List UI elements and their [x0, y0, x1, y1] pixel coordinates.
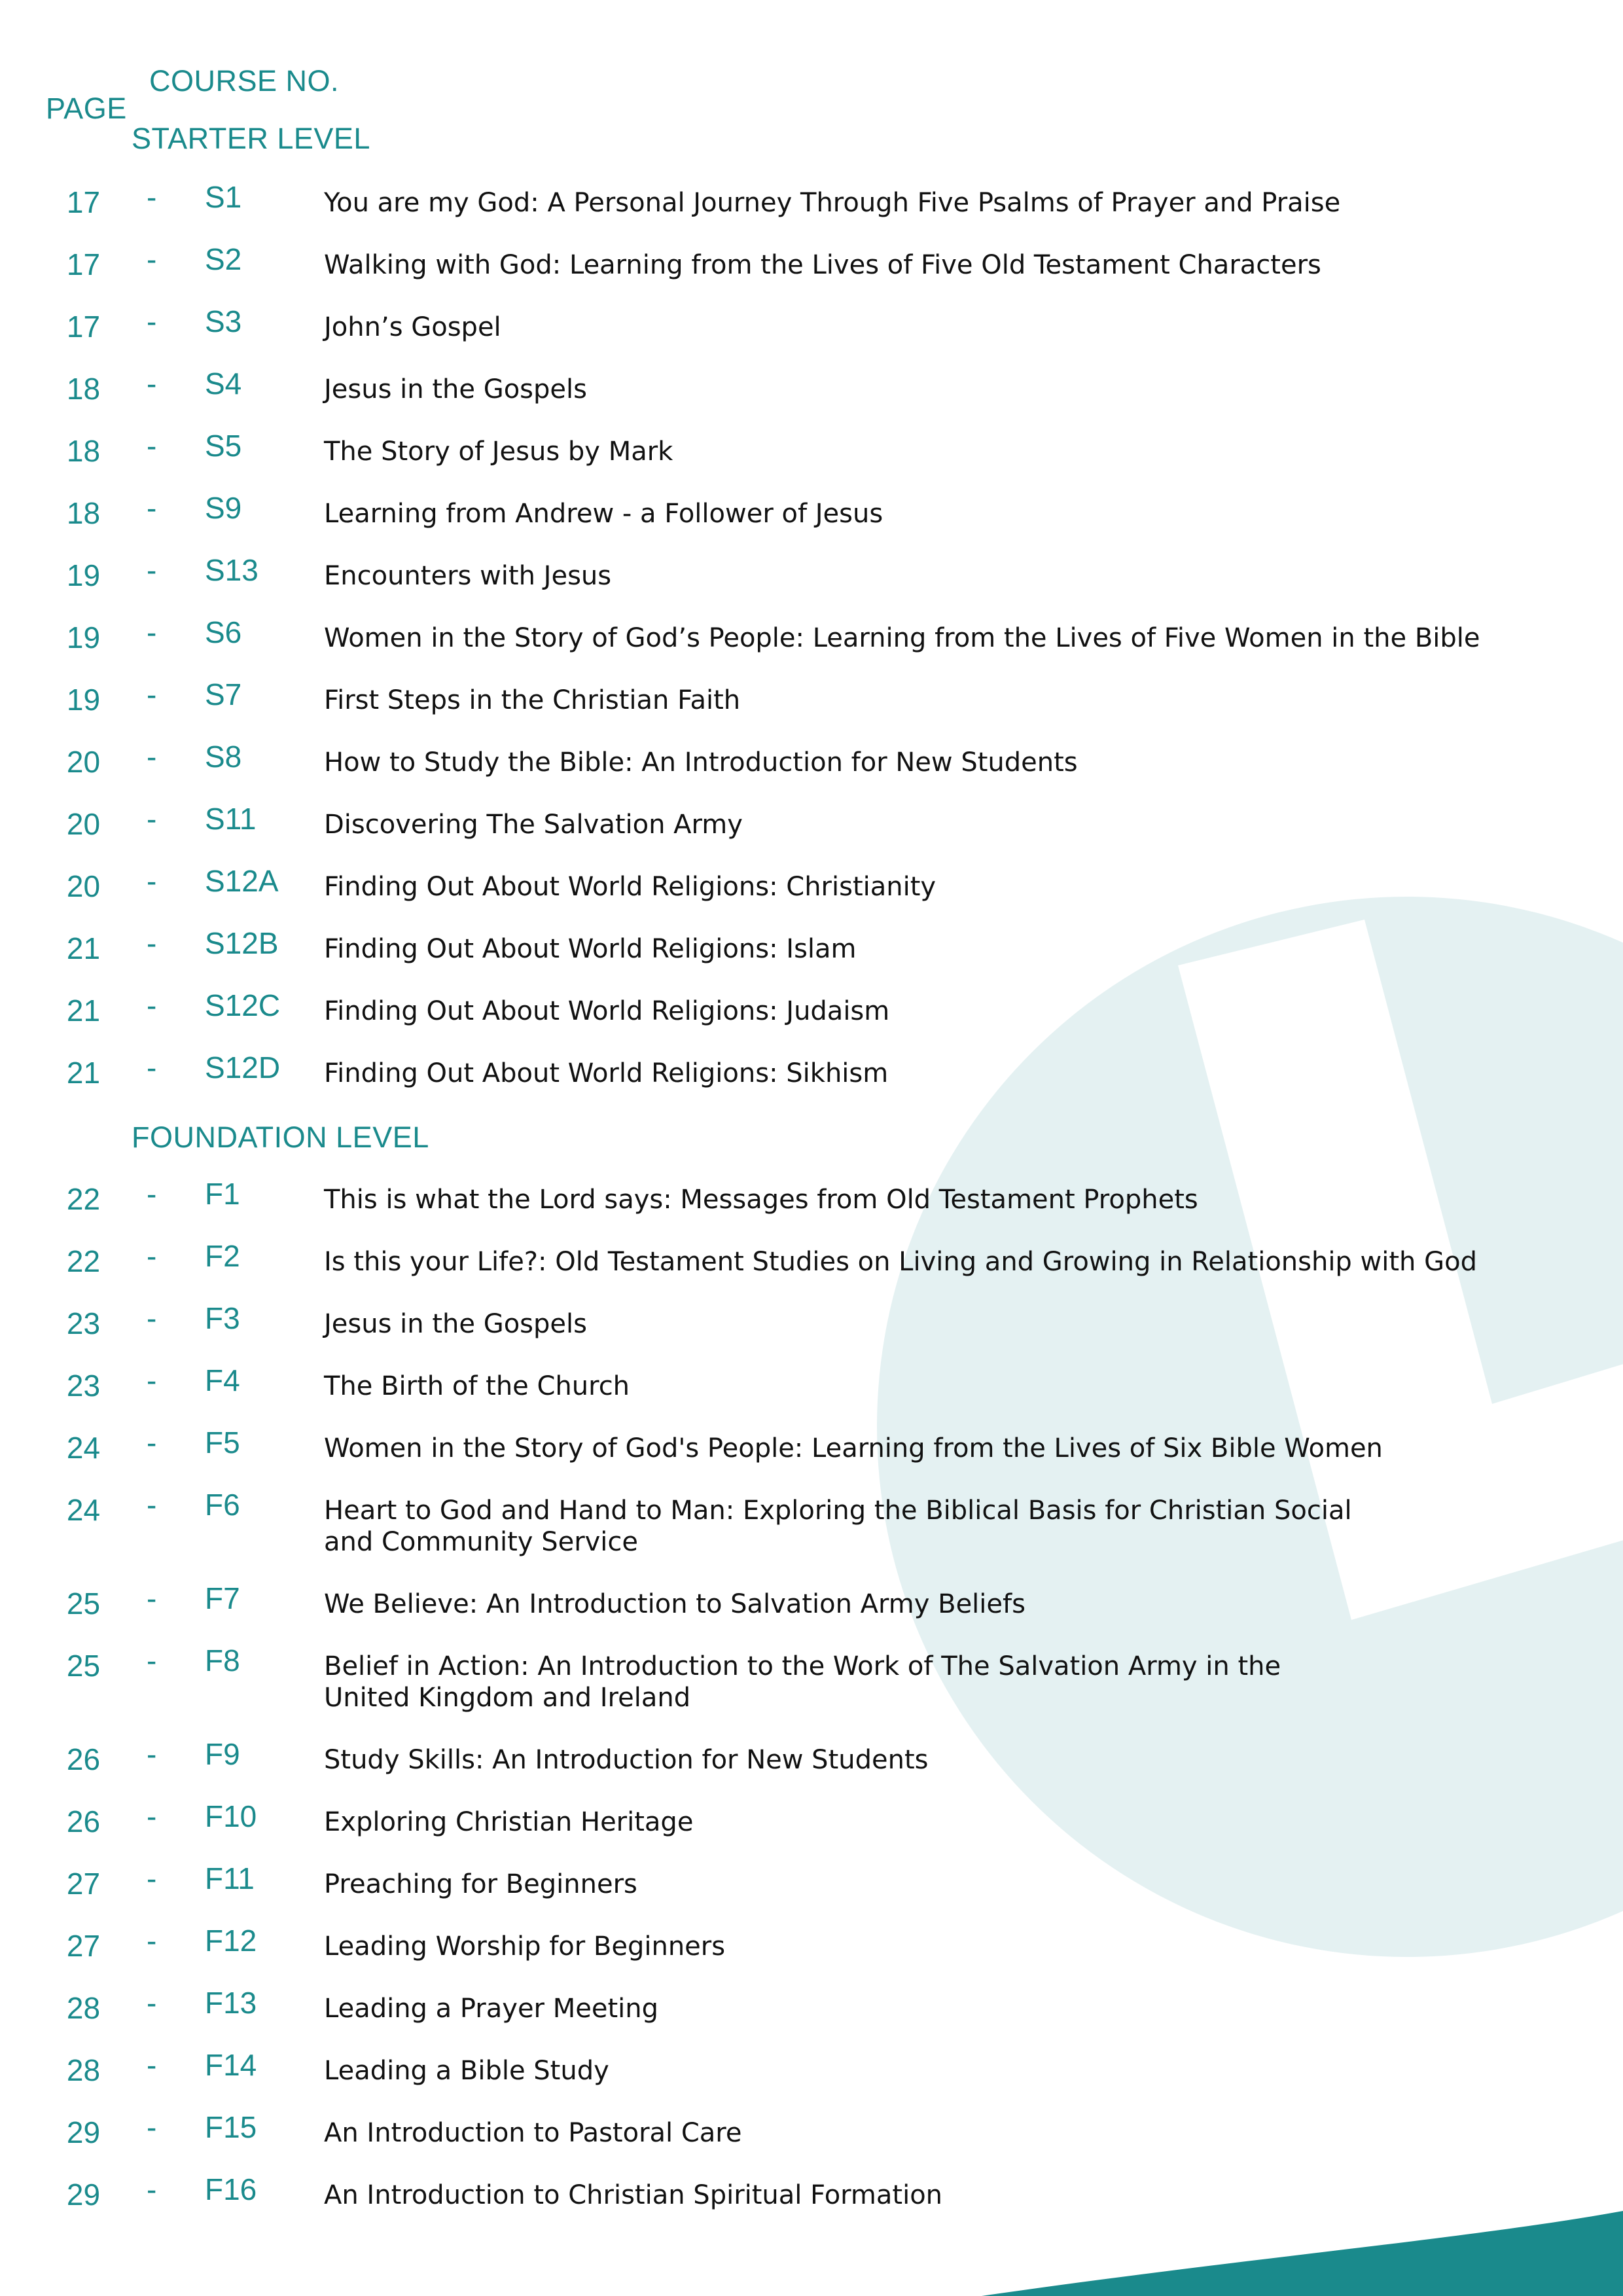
course-page-number: 18 — [66, 434, 101, 468]
course-page-number: 17 — [66, 247, 101, 281]
course-title-line: We Believe: An Introduction to Salvation Army Beliefs — [324, 1589, 1026, 1619]
course-title-line: Jesus in the Gospels — [324, 1309, 587, 1339]
course-title-line: First Steps in the Christian Faith — [324, 685, 741, 715]
course-title-line: Jesus in the Gospels — [324, 374, 587, 404]
course-row — [0, 1298, 1623, 1360]
course-title-line: Heart to God and Hand to Man: Exploring the Biblical Basis for Christian Social — [324, 1496, 1352, 1526]
course-separator-dash: - — [147, 1581, 157, 1615]
course-row — [0, 923, 1623, 985]
course-row — [0, 1982, 1623, 2045]
course-title — [324, 436, 1607, 467]
course-page-number: 23 — [66, 1369, 101, 1403]
course-separator-dash: - — [147, 1986, 157, 2020]
course-title-line: Is this your Life?: Old Testament Studies on Living and Growing in Relationship with God — [324, 1247, 1477, 1277]
course-title — [324, 249, 1607, 281]
page-header: PAGE — [46, 92, 127, 125]
course-separator-dash: - — [147, 2048, 157, 2082]
course-title-line: An Introduction to Pastoral Care — [324, 2118, 742, 2148]
course-page-number: 19 — [66, 683, 101, 717]
course-separator-dash: - — [147, 2110, 157, 2144]
course-page-number: 18 — [66, 372, 101, 406]
course-title — [324, 560, 1607, 592]
course-title-line: Study Skills: An Introduction for New Students — [324, 1745, 929, 1775]
course-title-line: You are my God: A Personal Journey Through Five Psalms of Prayer and Praise — [324, 188, 1341, 218]
course-title-line: Discovering The Salvation Army — [324, 810, 743, 840]
course-page-number: 25 — [66, 1587, 101, 1621]
course-separator-dash: - — [147, 491, 157, 525]
course-title-line: Finding Out About World Religions: Sikhism — [324, 1058, 889, 1088]
course-title — [324, 1806, 1607, 1838]
course-row — [0, 612, 1623, 674]
course-code: F2 — [205, 1239, 240, 1273]
course-page-number: 29 — [66, 2115, 101, 2149]
course-page-number: 26 — [66, 1804, 101, 1839]
foundation-level-heading: FOUNDATION LEVEL — [132, 1121, 429, 1154]
course-title — [324, 933, 1607, 965]
course-row — [0, 2107, 1623, 2169]
course-page-number: 24 — [66, 1493, 101, 1527]
course-page-number: 21 — [66, 1056, 101, 1090]
course-title — [324, 312, 1607, 343]
course-separator-dash: - — [147, 553, 157, 587]
course-code: F16 — [205, 2172, 257, 2206]
course-title — [324, 1246, 1607, 1278]
course-separator-dash: - — [147, 2172, 157, 2206]
course-page-number: 27 — [66, 1867, 101, 1901]
course-row — [0, 488, 1623, 550]
course-code: F10 — [205, 1799, 257, 1833]
course-page-number: 23 — [66, 1306, 101, 1340]
course-title — [324, 1184, 1607, 1215]
course-separator-dash: - — [147, 1239, 157, 1273]
course-code: S3 — [205, 304, 242, 338]
course-page-number: 21 — [66, 931, 101, 965]
course-row — [0, 425, 1623, 488]
course-row — [0, 1236, 1623, 1298]
foundation-course-list — [0, 1174, 1623, 2231]
course-separator-dash: - — [147, 1050, 157, 1085]
course-code: S12D — [205, 1050, 281, 1085]
course-page-number: 20 — [66, 869, 101, 903]
course-row — [0, 177, 1623, 239]
course-separator-dash: - — [147, 242, 157, 276]
course-code: S12C — [205, 988, 281, 1022]
course-row — [0, 301, 1623, 363]
course-title-line: United Kingdom and Ireland — [324, 1683, 691, 1713]
starter-level-heading: STARTER LEVEL — [132, 122, 370, 155]
course-row — [0, 1640, 1623, 1734]
course-code: S9 — [205, 491, 242, 525]
course-code: S7 — [205, 677, 242, 711]
course-code: F12 — [205, 1924, 257, 1958]
course-code: S13 — [205, 553, 259, 587]
course-title — [324, 187, 1607, 219]
course-title-line: Finding Out About World Religions: Christianity — [324, 872, 936, 902]
course-title-line: How to Study the Bible: An Introduction for New Students — [324, 747, 1078, 778]
course-code: S11 — [205, 802, 257, 836]
course-title-line: Finding Out About World Religions: Judaism — [324, 996, 890, 1026]
course-page-number: 22 — [66, 1244, 101, 1278]
course-page-number: 18 — [66, 496, 101, 530]
course-title — [324, 1371, 1607, 1402]
course-code: S6 — [205, 615, 242, 649]
course-title — [324, 747, 1607, 778]
course-title-line: John’s Gospel — [324, 312, 501, 342]
course-separator-dash: - — [147, 740, 157, 774]
course-separator-dash: - — [147, 802, 157, 836]
course-row — [0, 363, 1623, 425]
course-row — [0, 1360, 1623, 1422]
course-row — [0, 1578, 1623, 1640]
course-page-number: 17 — [66, 310, 101, 344]
course-separator-dash: - — [147, 1301, 157, 1335]
course-title — [324, 1495, 1607, 1558]
course-page-number: 25 — [66, 1649, 101, 1683]
course-separator-dash: - — [147, 1924, 157, 1958]
course-title — [324, 2117, 1607, 2149]
course-separator-dash: - — [147, 1177, 157, 1211]
course-separator-dash: - — [147, 988, 157, 1022]
course-separator-dash: - — [147, 367, 157, 401]
course-code: F7 — [205, 1581, 240, 1615]
course-title-line: Finding Out About World Religions: Islam — [324, 934, 857, 964]
course-title — [324, 1433, 1607, 1464]
course-page-number: 28 — [66, 2053, 101, 2087]
course-title — [324, 1308, 1607, 1340]
course-code: S12A — [205, 864, 279, 898]
course-row — [0, 736, 1623, 798]
course-row — [0, 1047, 1623, 1109]
course-title-line: Preaching for Beginners — [324, 1869, 637, 1899]
course-title-line: Women in the Story of God's People: Learning from the Lives of Six Bible Women — [324, 1433, 1383, 1463]
course-page-number: 20 — [66, 807, 101, 841]
course-title — [324, 2055, 1607, 2087]
course-separator-dash: - — [147, 1737, 157, 1771]
course-page-number: 17 — [66, 185, 101, 219]
course-title — [324, 1058, 1607, 1089]
course-row — [0, 2045, 1623, 2107]
course-title — [324, 1993, 1607, 2024]
course-row — [0, 798, 1623, 861]
course-code: F3 — [205, 1301, 240, 1335]
course-page-number: 20 — [66, 745, 101, 779]
course-code: F9 — [205, 1737, 240, 1771]
course-separator-dash: - — [147, 304, 157, 338]
course-separator-dash: - — [147, 180, 157, 214]
course-code: F1 — [205, 1177, 240, 1211]
course-separator-dash: - — [147, 1488, 157, 1522]
course-separator-dash: - — [147, 677, 157, 711]
course-title — [324, 1651, 1607, 1713]
course-title — [324, 1744, 1607, 1776]
course-title-line: Walking with God: Learning from the Lives of Five Old Testament Characters — [324, 250, 1321, 280]
course-title — [324, 871, 1607, 903]
course-title-line: This is what the Lord says: Messages from Old Testament Prophets — [324, 1185, 1198, 1215]
course-row — [0, 1858, 1623, 1920]
course-code: F14 — [205, 2048, 257, 2082]
course-code: F6 — [205, 1488, 240, 1522]
course-title-line: An Introduction to Christian Spiritual Formation — [324, 2180, 943, 2210]
course-title-line: Women in the Story of God’s People: Learning from the Lives of Five Women in the Bible — [324, 623, 1480, 653]
course-code: F15 — [205, 2110, 257, 2144]
course-title-line: Leading Worship for Beginners — [324, 1931, 726, 1962]
course-row — [0, 861, 1623, 923]
course-title — [324, 809, 1607, 840]
course-row — [0, 1734, 1623, 1796]
course-page-number: 21 — [66, 994, 101, 1028]
course-page-number: 22 — [66, 1182, 101, 1216]
course-separator-dash: - — [147, 1861, 157, 1895]
course-row — [0, 550, 1623, 612]
course-page-number: 29 — [66, 2178, 101, 2212]
course-title-line: Leading a Bible Study — [324, 2056, 609, 2086]
course-title — [324, 498, 1607, 529]
course-row — [0, 1920, 1623, 1982]
course-page-number: 26 — [66, 1742, 101, 1776]
course-title — [324, 1588, 1607, 1620]
course-title — [324, 374, 1607, 405]
course-title-line: Leading a Prayer Meeting — [324, 1994, 658, 2024]
course-code: S1 — [205, 180, 242, 214]
course-separator-dash: - — [147, 429, 157, 463]
course-code: S2 — [205, 242, 242, 276]
course-code: S4 — [205, 367, 242, 401]
course-title — [324, 1931, 1607, 1962]
course-row — [0, 1174, 1623, 1236]
course-page-number: 19 — [66, 620, 101, 655]
course-title — [324, 2179, 1607, 2211]
course-title-line: Belief in Action: An Introduction to the Work of The Salvation Army in the — [324, 1651, 1281, 1681]
course-separator-dash: - — [147, 1799, 157, 1833]
course-code: F13 — [205, 1986, 257, 2020]
course-row — [0, 1796, 1623, 1858]
course-row — [0, 1422, 1623, 1484]
course-title — [324, 1869, 1607, 1900]
course-title — [324, 685, 1607, 716]
course-row — [0, 985, 1623, 1047]
course-code: S5 — [205, 429, 242, 463]
course-row — [0, 1484, 1623, 1578]
course-row — [0, 674, 1623, 736]
course-row — [0, 239, 1623, 301]
course-code: F5 — [205, 1426, 240, 1460]
course-page-number: 19 — [66, 558, 101, 592]
course-title-line: The Birth of the Church — [324, 1371, 630, 1401]
course-title-line: The Story of Jesus by Mark — [324, 437, 673, 467]
course-title-line: Encounters with Jesus — [324, 561, 612, 591]
course-separator-dash: - — [147, 1363, 157, 1397]
course-separator-dash: - — [147, 1426, 157, 1460]
course-code: F8 — [205, 1643, 240, 1677]
course-page-number: 28 — [66, 1991, 101, 2025]
course-title-line: and Community Service — [324, 1527, 639, 1557]
starter-course-list — [0, 177, 1623, 1109]
course-number-header: COURSE NO. — [149, 64, 340, 98]
course-title-line: Exploring Christian Heritage — [324, 1807, 694, 1837]
course-separator-dash: - — [147, 1643, 157, 1677]
course-title — [324, 996, 1607, 1027]
course-page-number: 27 — [66, 1929, 101, 1963]
course-page-number: 24 — [66, 1431, 101, 1465]
course-separator-dash: - — [147, 615, 157, 649]
course-row — [0, 2169, 1623, 2231]
course-separator-dash: - — [147, 864, 157, 898]
course-code: F11 — [205, 1861, 255, 1895]
course-code: S12B — [205, 926, 279, 960]
course-code: S8 — [205, 740, 242, 774]
course-title — [324, 622, 1607, 654]
course-code: F4 — [205, 1363, 240, 1397]
course-title-line: Learning from Andrew - a Follower of Jesus — [324, 499, 883, 529]
course-separator-dash: - — [147, 926, 157, 960]
